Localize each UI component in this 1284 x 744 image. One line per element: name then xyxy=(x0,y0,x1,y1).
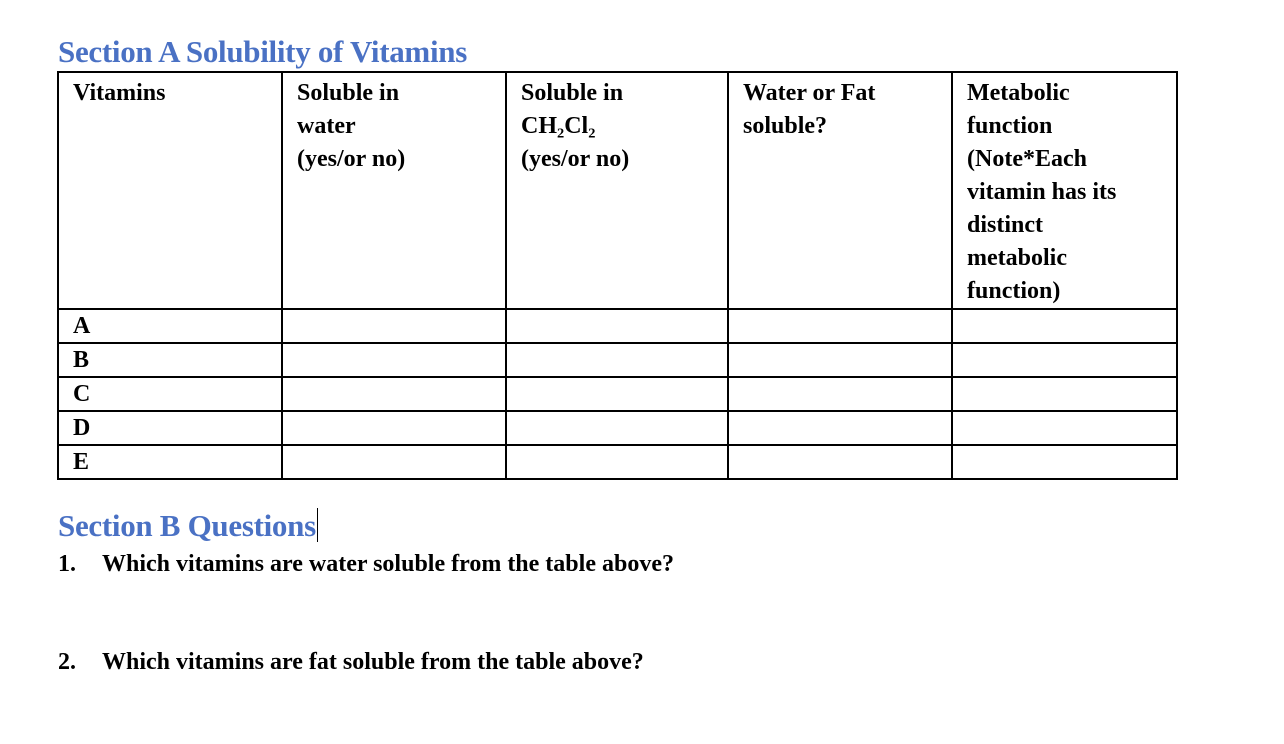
question-number: 2. xyxy=(58,649,76,675)
table-cell[interactable] xyxy=(728,309,952,343)
row-label: A xyxy=(73,313,91,339)
table-cell[interactable] xyxy=(282,309,506,343)
row-label-cell xyxy=(58,411,282,445)
table-cell[interactable] xyxy=(282,411,506,445)
table-header-row xyxy=(58,72,1177,309)
row-label: B xyxy=(73,347,90,373)
row-label-cell xyxy=(58,309,282,343)
table-cell[interactable] xyxy=(282,343,506,377)
vitamins-table xyxy=(57,71,1178,480)
table-row xyxy=(58,343,1177,377)
table-cell[interactable] xyxy=(282,377,506,411)
section-a-heading: Section A Solubility of Vitamins xyxy=(58,34,467,69)
row-label-cell xyxy=(58,377,282,411)
header-water-or-fat xyxy=(728,72,952,309)
header-cell-text: Water or Fat soluble? xyxy=(743,80,876,139)
table-row xyxy=(58,309,1177,343)
table-cell[interactable] xyxy=(952,343,1177,377)
table-cell[interactable] xyxy=(506,377,728,411)
table-cell[interactable] xyxy=(506,445,728,479)
header-cell-text: Metabolic function (Note*Each vitamin has its distinct metabolic function) xyxy=(967,80,1117,304)
row-label: C xyxy=(73,381,91,407)
table-cell[interactable] xyxy=(506,411,728,445)
table-cell[interactable] xyxy=(952,411,1177,445)
question-1 xyxy=(58,549,674,579)
table-row xyxy=(58,411,1177,445)
question-number: 1. xyxy=(58,551,76,577)
row-label-cell xyxy=(58,343,282,377)
header-vitamins xyxy=(58,72,282,309)
header-cell-text: Soluble in water (yes/or no) xyxy=(297,80,406,172)
header-soluble-water xyxy=(282,72,506,309)
text-cursor xyxy=(317,508,318,542)
question-2 xyxy=(58,647,644,677)
question-text: Which vitamins are fat soluble from the table above? xyxy=(102,649,644,675)
question-text: Which vitamins are water soluble from the table above? xyxy=(102,551,674,577)
header-metabolic-function xyxy=(952,72,1177,309)
table-cell[interactable] xyxy=(282,445,506,479)
table-row xyxy=(58,445,1177,479)
table-cell[interactable] xyxy=(952,445,1177,479)
row-label: E xyxy=(73,449,90,475)
table-cell[interactable] xyxy=(728,411,952,445)
header-cell-text: Vitamins xyxy=(73,80,166,106)
section-b-heading[interactable] xyxy=(58,508,318,544)
table-cell[interactable] xyxy=(728,377,952,411)
row-label-cell xyxy=(58,445,282,479)
table-cell[interactable] xyxy=(506,309,728,343)
row-label: D xyxy=(73,415,91,441)
table-cell[interactable] xyxy=(728,445,952,479)
table-cell[interactable] xyxy=(952,309,1177,343)
header-cell-text: Soluble in CH₂Cl₂ (yes/or no) xyxy=(521,80,630,172)
table-cell[interactable] xyxy=(728,343,952,377)
table-cell[interactable] xyxy=(506,343,728,377)
table-row xyxy=(58,377,1177,411)
header-soluble-ch2cl2 xyxy=(506,72,728,309)
section-b-heading-text: Section B Questions xyxy=(58,508,316,543)
table-cell[interactable] xyxy=(952,377,1177,411)
